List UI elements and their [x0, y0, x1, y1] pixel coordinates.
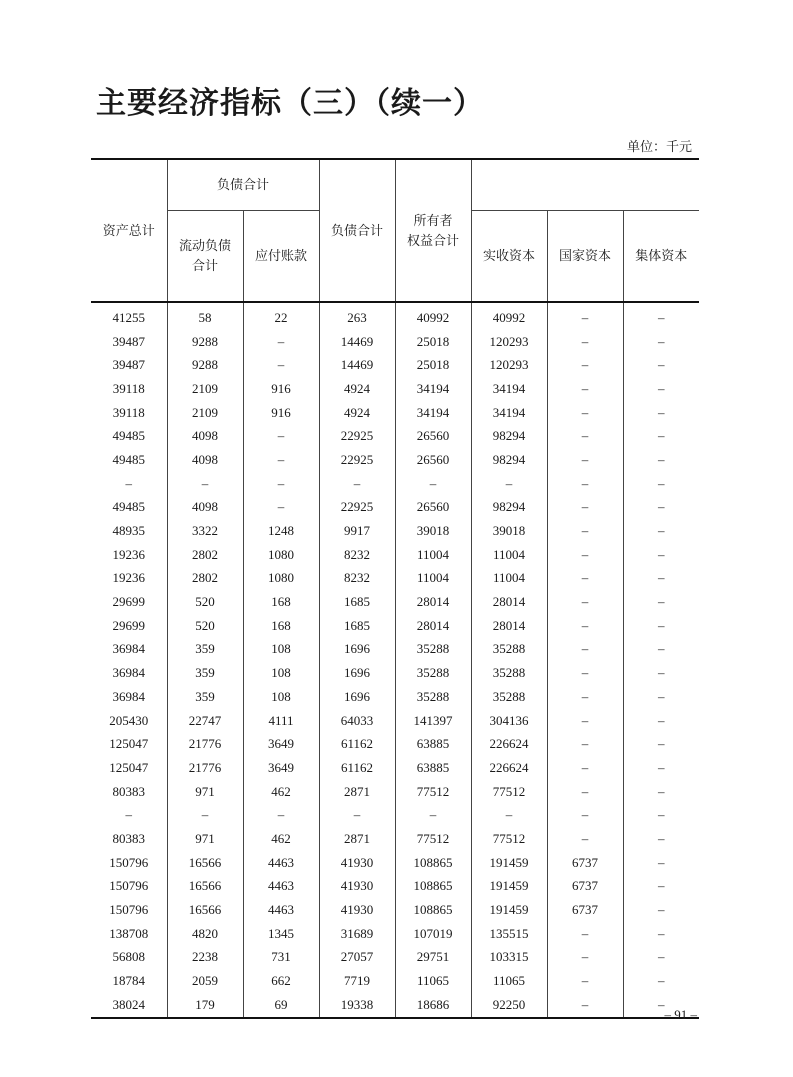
cell-current-liabilities: 359	[167, 638, 243, 662]
cell-collective-capital: –	[623, 472, 699, 496]
cell-current-liabilities: 16566	[167, 851, 243, 875]
cell-current-liabilities: 4098	[167, 496, 243, 520]
cell-total-assets: 80383	[112, 783, 145, 799]
cell-accounts-payable: 4111	[243, 709, 319, 733]
cell-total-liabilities: 41930	[319, 851, 395, 875]
cell-owners-equity: 35288	[395, 685, 471, 709]
cell-paid-in-capital: 135515	[471, 922, 547, 946]
cell-current-liabilities: 9288	[167, 330, 243, 354]
cell-owners-equity: 108865	[395, 875, 471, 899]
cell-owners-equity: 107019	[395, 922, 471, 946]
cell-collective-capital: –	[623, 567, 699, 591]
cell-total-liabilities: 41930	[319, 898, 395, 922]
cell-paid-in-capital: 35288	[471, 685, 547, 709]
cell-owners-equity: 40992	[395, 302, 471, 330]
cell-total-liabilities: 1685	[319, 590, 395, 614]
cell-current-liabilities: 520	[167, 614, 243, 638]
cell-total-liabilities: 14469	[319, 330, 395, 354]
cell-total-assets: –	[125, 475, 132, 491]
table-row	[91, 614, 699, 638]
cell-total-liabilities: 2871	[319, 780, 395, 804]
cell-collective-capital: –	[623, 851, 699, 875]
cell-collective-capital: –	[623, 496, 699, 520]
table-row	[91, 993, 699, 1018]
cell-total-assets: 49485	[112, 428, 145, 444]
cell-paid-in-capital: 191459	[471, 851, 547, 875]
table-row	[91, 732, 699, 756]
cell-accounts-payable: 108	[243, 638, 319, 662]
cell-paid-in-capital: 28014	[471, 590, 547, 614]
cell-current-liabilities: 16566	[167, 898, 243, 922]
cell-total-liabilities: 19338	[319, 993, 395, 1018]
cell-total-liabilities: 1685	[319, 614, 395, 638]
cell-paid-in-capital: 28014	[471, 614, 547, 638]
cell-accounts-payable: 1248	[243, 519, 319, 543]
cell-paid-in-capital: 226624	[471, 732, 547, 756]
cell-total-liabilities: 64033	[319, 709, 395, 733]
table-row	[91, 709, 699, 733]
cell-state-capital: –	[547, 827, 623, 851]
cell-owners-equity: 63885	[395, 756, 471, 780]
cell-accounts-payable: 462	[243, 780, 319, 804]
cell-collective-capital: –	[623, 993, 699, 1018]
cell-accounts-payable: –	[243, 496, 319, 520]
table-row	[91, 472, 699, 496]
cell-state-capital: –	[547, 661, 623, 685]
header-current-liabilities: 流动负债 合计	[167, 211, 243, 303]
cell-current-liabilities: 971	[167, 780, 243, 804]
cell-collective-capital: –	[623, 590, 699, 614]
cell-total-assets: 48935	[112, 523, 145, 539]
cell-paid-in-capital: 98294	[471, 424, 547, 448]
cell-collective-capital: –	[623, 709, 699, 733]
table-row	[91, 519, 699, 543]
cell-collective-capital: –	[623, 827, 699, 851]
cell-accounts-payable: 4463	[243, 851, 319, 875]
cell-collective-capital: –	[623, 424, 699, 448]
table-body	[91, 302, 699, 1018]
cell-current-liabilities: 21776	[167, 756, 243, 780]
cell-current-liabilities: 22747	[167, 709, 243, 733]
cell-state-capital: –	[547, 780, 623, 804]
cell-state-capital: –	[547, 543, 623, 567]
table-row	[91, 922, 699, 946]
table-row	[91, 803, 699, 827]
cell-total-liabilities: 14469	[319, 353, 395, 377]
cell-collective-capital: –	[623, 780, 699, 804]
cell-total-liabilities: –	[319, 472, 395, 496]
cell-total-liabilities: 22925	[319, 448, 395, 472]
cell-accounts-payable: 916	[243, 401, 319, 425]
cell-accounts-payable: –	[243, 424, 319, 448]
cell-total-liabilities: 22925	[319, 424, 395, 448]
cell-paid-in-capital: 39018	[471, 519, 547, 543]
cell-total-assets: 49485	[112, 451, 145, 467]
header-owners-equity: 所有者 权益合计	[395, 159, 471, 302]
cell-paid-in-capital: 11065	[471, 969, 547, 993]
cell-state-capital: –	[547, 567, 623, 591]
cell-current-liabilities: –	[167, 803, 243, 827]
cell-total-liabilities: 9917	[319, 519, 395, 543]
cell-total-assets: 41255	[112, 309, 145, 325]
cell-paid-in-capital: 92250	[471, 993, 547, 1018]
cell-total-liabilities: 41930	[319, 875, 395, 899]
cell-state-capital: –	[547, 448, 623, 472]
cell-accounts-payable: 108	[243, 661, 319, 685]
cell-owners-equity: 108865	[395, 851, 471, 875]
cell-total-liabilities: 1696	[319, 685, 395, 709]
cell-accounts-payable: 731	[243, 946, 319, 970]
cell-state-capital: –	[547, 330, 623, 354]
cell-owners-equity: 25018	[395, 330, 471, 354]
cell-owners-equity: 11004	[395, 567, 471, 591]
economic-indicators-table	[91, 158, 699, 1019]
cell-total-assets: –	[125, 807, 132, 823]
cell-paid-in-capital: 34194	[471, 377, 547, 401]
cell-owners-equity: 26560	[395, 496, 471, 520]
header-capital-group	[471, 159, 699, 211]
cell-total-liabilities: 1696	[319, 661, 395, 685]
cell-total-assets: 29699	[112, 617, 145, 633]
cell-current-liabilities: 4098	[167, 424, 243, 448]
cell-total-liabilities: 4924	[319, 401, 395, 425]
cell-total-assets: 18784	[112, 973, 145, 989]
page-title: 主要经济指标（三）（续一）	[96, 86, 484, 121]
cell-paid-in-capital: 34194	[471, 401, 547, 425]
cell-state-capital: –	[547, 302, 623, 330]
cell-collective-capital: –	[623, 661, 699, 685]
cell-state-capital: –	[547, 922, 623, 946]
cell-paid-in-capital: 98294	[471, 448, 547, 472]
header-collective-capital: 集体资本	[623, 211, 699, 303]
cell-collective-capital: –	[623, 638, 699, 662]
cell-current-liabilities: 2109	[167, 377, 243, 401]
table-row	[91, 424, 699, 448]
cell-accounts-payable: –	[243, 353, 319, 377]
cell-current-liabilities: 2109	[167, 401, 243, 425]
cell-current-liabilities: 16566	[167, 875, 243, 899]
cell-collective-capital: –	[623, 448, 699, 472]
cell-paid-in-capital: 11004	[471, 543, 547, 567]
cell-paid-in-capital: 304136	[471, 709, 547, 733]
cell-accounts-payable: 662	[243, 969, 319, 993]
cell-owners-equity: 25018	[395, 353, 471, 377]
table-row	[91, 567, 699, 591]
cell-state-capital: –	[547, 803, 623, 827]
cell-accounts-payable: 3649	[243, 732, 319, 756]
cell-total-assets: 125047	[109, 759, 149, 775]
cell-state-capital: –	[547, 993, 623, 1018]
cell-accounts-payable: 168	[243, 614, 319, 638]
cell-state-capital: –	[547, 614, 623, 638]
cell-state-capital: 6737	[547, 851, 623, 875]
cell-current-liabilities: 3322	[167, 519, 243, 543]
header-liabilities-group: 负债合计	[167, 159, 319, 211]
cell-state-capital: –	[547, 424, 623, 448]
cell-owners-equity: 28014	[395, 614, 471, 638]
table-row	[91, 780, 699, 804]
cell-total-liabilities: 2871	[319, 827, 395, 851]
table-row	[91, 543, 699, 567]
cell-owners-equity: 108865	[395, 898, 471, 922]
cell-accounts-payable: 916	[243, 377, 319, 401]
cell-paid-in-capital: 226624	[471, 756, 547, 780]
cell-current-liabilities: 21776	[167, 732, 243, 756]
cell-owners-equity: 34194	[395, 377, 471, 401]
cell-total-liabilities: 7719	[319, 969, 395, 993]
cell-current-liabilities: 2059	[167, 969, 243, 993]
table-row	[91, 685, 699, 709]
cell-total-assets: 19236	[112, 546, 145, 562]
cell-total-assets: 36984	[112, 641, 145, 657]
table-row	[91, 946, 699, 970]
cell-state-capital: –	[547, 377, 623, 401]
cell-collective-capital: –	[623, 922, 699, 946]
cell-current-liabilities: 520	[167, 590, 243, 614]
cell-accounts-payable: –	[243, 803, 319, 827]
header-state-capital: 国家资本	[547, 211, 623, 303]
cell-current-liabilities: 2802	[167, 543, 243, 567]
cell-state-capital: –	[547, 496, 623, 520]
cell-collective-capital: –	[623, 898, 699, 922]
cell-total-assets: 138708	[109, 925, 149, 941]
cell-state-capital: –	[547, 638, 623, 662]
cell-state-capital: –	[547, 472, 623, 496]
cell-state-capital: –	[547, 756, 623, 780]
table-row	[91, 377, 699, 401]
cell-paid-in-capital: 77512	[471, 780, 547, 804]
cell-paid-in-capital: 98294	[471, 496, 547, 520]
cell-state-capital: –	[547, 969, 623, 993]
page-number: – 91 –	[664, 1007, 697, 1022]
cell-total-assets: 56808	[112, 949, 145, 965]
cell-current-liabilities: 2802	[167, 567, 243, 591]
cell-owners-equity: 77512	[395, 827, 471, 851]
cell-total-assets: 39487	[112, 333, 145, 349]
cell-owners-equity: 26560	[395, 424, 471, 448]
table-row	[91, 827, 699, 851]
cell-collective-capital: –	[623, 614, 699, 638]
header-total-liabilities: 负债合计	[319, 159, 395, 302]
cell-total-assets: 29699	[112, 594, 145, 610]
cell-collective-capital: –	[623, 330, 699, 354]
cell-total-liabilities: 8232	[319, 543, 395, 567]
cell-owners-equity: 35288	[395, 661, 471, 685]
cell-state-capital: –	[547, 732, 623, 756]
cell-collective-capital: –	[623, 875, 699, 899]
cell-state-capital: –	[547, 685, 623, 709]
cell-total-assets: 38024	[91, 993, 167, 1018]
cell-owners-equity: 29751	[395, 946, 471, 970]
cell-current-liabilities: 359	[167, 685, 243, 709]
cell-owners-equity: 141397	[395, 709, 471, 733]
table-row	[91, 851, 699, 875]
cell-collective-capital: –	[623, 377, 699, 401]
header-total-assets: 资产总计	[91, 159, 167, 302]
cell-accounts-payable: 108	[243, 685, 319, 709]
cell-paid-in-capital: 35288	[471, 638, 547, 662]
table-row	[91, 969, 699, 993]
cell-accounts-payable: –	[243, 330, 319, 354]
cell-state-capital: –	[547, 401, 623, 425]
cell-accounts-payable: –	[243, 472, 319, 496]
cell-accounts-payable: 3649	[243, 756, 319, 780]
cell-current-liabilities: 2238	[167, 946, 243, 970]
cell-current-liabilities: 4098	[167, 448, 243, 472]
cell-collective-capital: –	[623, 969, 699, 993]
cell-accounts-payable: 4463	[243, 875, 319, 899]
cell-total-liabilities: 61162	[319, 756, 395, 780]
cell-owners-equity: 77512	[395, 780, 471, 804]
cell-accounts-payable: 462	[243, 827, 319, 851]
cell-total-liabilities: 22925	[319, 496, 395, 520]
cell-accounts-payable: 168	[243, 590, 319, 614]
cell-total-liabilities: 61162	[319, 732, 395, 756]
table-row	[91, 353, 699, 377]
cell-owners-equity: 39018	[395, 519, 471, 543]
cell-paid-in-capital: 120293	[471, 353, 547, 377]
cell-state-capital: –	[547, 946, 623, 970]
cell-collective-capital: –	[623, 401, 699, 425]
table-row	[91, 590, 699, 614]
cell-collective-capital: –	[623, 543, 699, 567]
cell-current-liabilities: 4820	[167, 922, 243, 946]
table-row	[91, 302, 699, 330]
cell-owners-equity: 63885	[395, 732, 471, 756]
cell-accounts-payable: 1345	[243, 922, 319, 946]
cell-paid-in-capital: –	[471, 472, 547, 496]
cell-current-liabilities: 58	[167, 302, 243, 330]
cell-current-liabilities: 971	[167, 827, 243, 851]
cell-collective-capital: –	[623, 353, 699, 377]
cell-total-assets: 205430	[109, 712, 149, 728]
cell-total-assets: 150796	[109, 902, 149, 918]
cell-accounts-payable: 1080	[243, 567, 319, 591]
cell-state-capital: –	[547, 709, 623, 733]
cell-accounts-payable: 69	[243, 993, 319, 1018]
cell-paid-in-capital: 77512	[471, 827, 547, 851]
cell-total-assets: 150796	[109, 854, 149, 870]
cell-owners-equity: 26560	[395, 448, 471, 472]
cell-total-assets: 125047	[109, 736, 149, 752]
cell-paid-in-capital: 103315	[471, 946, 547, 970]
cell-owners-equity: 34194	[395, 401, 471, 425]
cell-total-assets: 39118	[112, 380, 145, 396]
cell-owners-equity: 18686	[395, 993, 471, 1018]
cell-collective-capital: –	[623, 302, 699, 330]
cell-total-assets: 36984	[112, 665, 145, 681]
cell-total-liabilities: 31689	[319, 922, 395, 946]
cell-total-liabilities: 263	[319, 302, 395, 330]
table-row	[91, 898, 699, 922]
cell-owners-equity: 11004	[395, 543, 471, 567]
cell-state-capital: 6737	[547, 875, 623, 899]
cell-paid-in-capital: 191459	[471, 898, 547, 922]
cell-paid-in-capital: –	[471, 803, 547, 827]
cell-collective-capital: –	[623, 946, 699, 970]
cell-collective-capital: –	[623, 732, 699, 756]
table-row	[91, 661, 699, 685]
cell-total-assets: 49485	[112, 499, 145, 515]
cell-total-assets: 150796	[109, 878, 149, 894]
cell-paid-in-capital: 40992	[471, 302, 547, 330]
cell-current-liabilities: 359	[167, 661, 243, 685]
cell-accounts-payable: 22	[243, 302, 319, 330]
unit-label: 单位：千元	[626, 139, 692, 154]
cell-owners-equity: 28014	[395, 590, 471, 614]
cell-collective-capital: –	[623, 685, 699, 709]
cell-accounts-payable: –	[243, 448, 319, 472]
cell-collective-capital: –	[623, 519, 699, 543]
cell-accounts-payable: 1080	[243, 543, 319, 567]
cell-owners-equity: –	[395, 803, 471, 827]
header-paid-in-capital: 实收资本	[471, 211, 547, 303]
cell-current-liabilities: –	[167, 472, 243, 496]
cell-total-assets: 36984	[112, 688, 145, 704]
cell-total-liabilities: –	[319, 803, 395, 827]
cell-total-assets: 19236	[112, 570, 145, 586]
cell-state-capital: –	[547, 590, 623, 614]
table-row	[91, 638, 699, 662]
cell-total-liabilities: 8232	[319, 567, 395, 591]
cell-total-assets: 39487	[112, 357, 145, 373]
table-row	[91, 448, 699, 472]
cell-total-liabilities: 27057	[319, 946, 395, 970]
cell-total-assets: 39118	[112, 404, 145, 420]
cell-collective-capital: –	[623, 803, 699, 827]
cell-owners-equity: –	[395, 472, 471, 496]
cell-paid-in-capital: 35288	[471, 661, 547, 685]
cell-total-liabilities: 1696	[319, 638, 395, 662]
cell-state-capital: –	[547, 519, 623, 543]
table-row	[91, 496, 699, 520]
table-row	[91, 875, 699, 899]
cell-paid-in-capital: 11004	[471, 567, 547, 591]
cell-collective-capital: –	[623, 756, 699, 780]
table-row	[91, 401, 699, 425]
cell-paid-in-capital: 191459	[471, 875, 547, 899]
cell-current-liabilities: 179	[167, 993, 243, 1018]
cell-accounts-payable: 4463	[243, 898, 319, 922]
cell-state-capital: –	[547, 353, 623, 377]
header-accounts-payable: 应付账款	[243, 211, 319, 303]
cell-owners-equity: 11065	[395, 969, 471, 993]
table-row	[91, 756, 699, 780]
cell-total-assets: 80383	[112, 830, 145, 846]
cell-current-liabilities: 9288	[167, 353, 243, 377]
cell-state-capital: 6737	[547, 898, 623, 922]
cell-paid-in-capital: 120293	[471, 330, 547, 354]
cell-owners-equity: 35288	[395, 638, 471, 662]
cell-total-liabilities: 4924	[319, 377, 395, 401]
table-row	[91, 330, 699, 354]
